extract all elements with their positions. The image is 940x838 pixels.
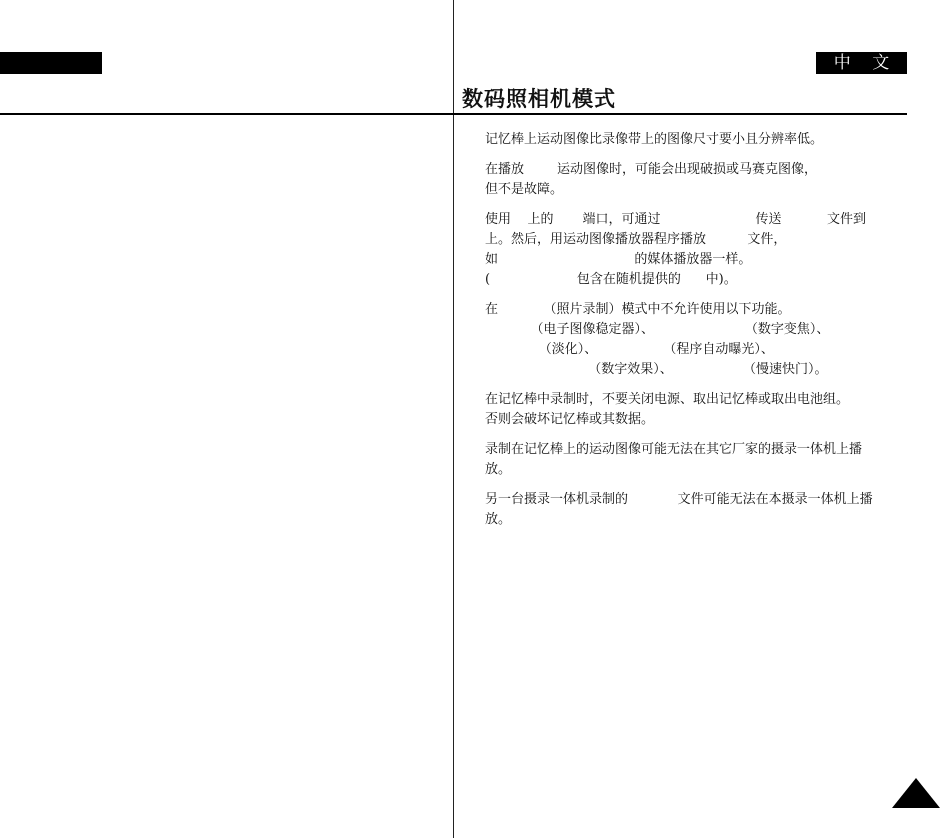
note-line: 上。然后，用运动图像播放器程序播放 文件， [485, 232, 787, 247]
note-line: 放。 [485, 512, 512, 527]
note-line: 记忆棒上运动图像比录像带上的图像尺寸要小且分辨率低。 [485, 132, 824, 147]
note-item [485, 160, 910, 200]
note-line: 但不是故障。 [485, 182, 564, 197]
note-line: 如 的媒体播放器一样。 [485, 252, 752, 267]
note-line: （数字效果）、 （慢速快门）。 [485, 362, 828, 377]
title-rule [0, 113, 907, 115]
note-item [485, 490, 910, 530]
note-line: （淡化）、 （程序自动曝光）、 [485, 342, 774, 357]
notes-list [485, 130, 910, 540]
note-item [485, 300, 910, 380]
note-item [485, 440, 910, 480]
note-line: ( 包含在随机提供的 中)。 [485, 272, 737, 287]
note-item [485, 130, 910, 150]
note-line: 在播放 运动图像时，可能会出现破损或马赛克图像， [485, 162, 818, 177]
triangle-up-icon [892, 778, 940, 808]
language-tab: 中 文 [816, 52, 907, 74]
note-line: 在记忆棒中录制时，不要关闭电源、取出记忆棒或取出电池组。 [485, 392, 850, 407]
section-title: 数码照相机模式 [462, 87, 616, 111]
note-item [485, 210, 910, 290]
page-gutter-divider [453, 0, 454, 838]
note-line: 另一台摄录一体机录制的 文件可能无法在本摄录一体机上播 [485, 492, 873, 507]
note-line: 否则会破坏记忆棒或其数据。 [485, 412, 655, 427]
note-line: 录制在记忆棒上的运动图像可能无法在其它厂家的摄录一体机上播 [485, 442, 863, 457]
note-line: 使用 上的 端口，可通过 传送 文件到 [485, 212, 866, 227]
note-line: 放。 [485, 462, 512, 477]
note-line: （电子图像稳定器）、 （数字变焦）、 [485, 322, 830, 337]
note-line: 在 （照片录制）模式中不允许使用以下功能。 [485, 302, 791, 317]
note-item [485, 390, 910, 430]
left-page-language-bar [0, 52, 102, 74]
